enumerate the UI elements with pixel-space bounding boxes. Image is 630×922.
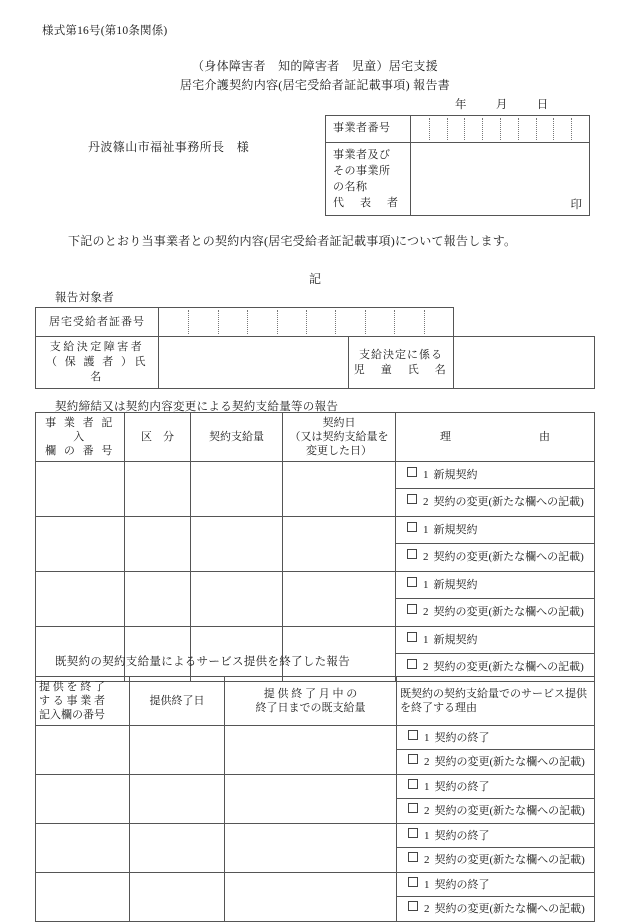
- checkbox-icon[interactable]: [407, 494, 417, 504]
- contract-cell-col3[interactable]: [191, 572, 283, 627]
- business-info-table: [325, 115, 590, 216]
- reason-option-number: 2: [423, 661, 429, 673]
- checkbox-icon[interactable]: [407, 632, 417, 642]
- checkbox-icon[interactable]: [408, 779, 418, 789]
- termination-cell-col1[interactable]: [36, 824, 130, 873]
- reason-option-number: 2: [424, 854, 430, 866]
- reason-option[interactable]: [396, 627, 594, 654]
- contract-body: [36, 462, 595, 682]
- reason-option-label: 契約の終了: [434, 732, 490, 744]
- cell-divider: [394, 310, 395, 334]
- checkbox-icon[interactable]: [408, 803, 418, 813]
- reason-option-label: 契約の変更(新たな欄への記載): [434, 805, 585, 817]
- business-name-label-line3: の名称: [333, 181, 368, 193]
- intro-sentence: 下記のとおり当事業者との契約内容(居宅受給者証記載事項)について報告します。: [68, 234, 517, 248]
- cell-divider: [365, 310, 366, 334]
- termination-cell-col1[interactable]: [36, 873, 130, 922]
- cell-divider: [424, 310, 425, 334]
- termination-body: [36, 726, 595, 922]
- termination-cell-col1[interactable]: [36, 775, 130, 824]
- names-row: [36, 337, 595, 389]
- termination-cell-col3[interactable]: [225, 726, 397, 775]
- termination-header-col2: 提供終了日: [130, 677, 225, 726]
- reason-option-label: 契約の変更(新たな欄への記載): [433, 661, 584, 673]
- contract-cell-col2[interactable]: [125, 517, 191, 572]
- checkbox-icon[interactable]: [408, 754, 418, 764]
- termination-header-col1-line1: 提 供 を 終 了: [39, 681, 105, 693]
- contract-cell-col3[interactable]: [191, 462, 283, 517]
- termination-header-col4: [397, 677, 595, 726]
- reason-option-label: 契約の終了: [434, 830, 490, 842]
- contract-reason-cell: [396, 462, 595, 517]
- contract-cell-col4[interactable]: [283, 572, 396, 627]
- spacer-cell: [454, 308, 595, 337]
- reason-option[interactable]: [397, 775, 594, 799]
- table-row: [36, 775, 595, 824]
- reason-option-label: 新規契約: [433, 469, 478, 481]
- cell-divider: [188, 310, 189, 334]
- date-month-label: 月: [495, 99, 508, 111]
- reason-option-number: 1: [423, 469, 429, 481]
- checkbox-icon[interactable]: [407, 522, 417, 532]
- cell-divider: [500, 118, 501, 140]
- child-name-label-line1: 支給決定に係る: [359, 348, 443, 361]
- reason-option-label: 契約の変更(新たな欄への記載): [433, 496, 584, 508]
- reason-option-number: 1: [423, 634, 429, 646]
- table-row: [36, 572, 595, 627]
- contract-cell-col3[interactable]: [191, 517, 283, 572]
- business-name-label: [326, 143, 411, 216]
- table-row: [36, 873, 595, 922]
- reason-option[interactable]: [397, 824, 594, 848]
- termination-cell-col2[interactable]: [130, 775, 225, 824]
- reason-option-number: 2: [424, 805, 430, 817]
- business-name-label-line2: その事業所: [333, 165, 391, 177]
- contract-header-col4-line1: 契約日: [322, 417, 356, 429]
- certificate-label: 居宅受給者証番号: [36, 308, 159, 337]
- termination-header-col1: [36, 677, 130, 726]
- reason-option-label: 契約の終了: [434, 879, 490, 891]
- cell-divider: [553, 118, 554, 140]
- table-row: [36, 517, 595, 572]
- contract-header-col2: 区 分: [125, 413, 191, 462]
- termination-header-col4-line2: を終了する理由: [400, 702, 477, 714]
- contract-cell-col1[interactable]: [36, 517, 125, 572]
- termination-cell-col2[interactable]: [130, 873, 225, 922]
- termination-table: [35, 676, 595, 922]
- cell-divider: [464, 118, 465, 140]
- business-number-label: 事業者番号: [326, 116, 411, 143]
- beneficiary-name-field[interactable]: [159, 337, 349, 389]
- cell-divider: [518, 118, 519, 140]
- termination-reason-cell: [397, 726, 595, 775]
- business-number-row: [326, 116, 590, 143]
- date-line: [455, 96, 548, 112]
- reason-option-number: 1: [424, 781, 430, 793]
- contract-section-label: 契約締結又は契約内容変更による契約支給量等の報告: [55, 401, 339, 413]
- termination-header-col3-line2: 終了日までの既支給量: [255, 702, 366, 714]
- child-name-label: [349, 337, 454, 389]
- cell-divider: [536, 118, 537, 140]
- checkbox-icon[interactable]: [407, 577, 417, 587]
- reason-option-label: 新規契約: [433, 634, 478, 646]
- business-name-field[interactable]: [411, 143, 590, 216]
- termination-header-col1-line3: 記入欄の番号: [39, 709, 105, 721]
- reason-option[interactable]: [397, 848, 594, 872]
- contract-header-col4-line3: 変更した日）: [306, 445, 372, 457]
- checkbox-icon[interactable]: [408, 877, 418, 887]
- contract-header-col1-line2: 欄 の 番 号: [45, 445, 115, 457]
- termination-reason-cell: [397, 824, 595, 873]
- reason-option[interactable]: [396, 489, 594, 516]
- beneficiary-name-label-line1: 支給決定障害者: [49, 341, 145, 353]
- date-day-label: 日: [536, 99, 549, 111]
- reason-option-number: 1: [424, 879, 430, 891]
- contract-header-col1-line1: 事 業 者 記 入: [45, 417, 115, 443]
- seal-mark: 印: [570, 199, 582, 211]
- reason-option-number: 2: [424, 903, 430, 915]
- contract-cell-col4[interactable]: [283, 517, 396, 572]
- business-number-cells[interactable]: [411, 116, 589, 142]
- cell-divider: [218, 310, 219, 334]
- termination-cell-col3[interactable]: [225, 775, 397, 824]
- reason-option-label: 契約の変更(新たな欄への記載): [433, 606, 584, 618]
- reason-option-label: 契約の変更(新たな欄への記載): [434, 756, 585, 768]
- reason-option-number: 2: [424, 756, 430, 768]
- termination-cell-col2[interactable]: [130, 824, 225, 873]
- contract-cell-col1[interactable]: [36, 572, 125, 627]
- cell-divider: [482, 118, 483, 140]
- contract-cell-col1[interactable]: [36, 462, 125, 517]
- termination-cell-col3[interactable]: [225, 824, 397, 873]
- checkbox-icon[interactable]: [408, 828, 418, 838]
- termination-header-col3-line1: 提 供 終 了 月 中 の: [263, 688, 358, 700]
- termination-cell-col1[interactable]: [36, 726, 130, 775]
- contract-header-col1: [36, 413, 125, 462]
- reason-option-label: 新規契約: [433, 579, 478, 591]
- report-target-label: 報告対象者: [55, 292, 114, 304]
- beneficiary-name-label-line2: （ 保 護 者 ）氏 名: [46, 356, 148, 383]
- form-number: 様式第16号(第10条関係): [42, 25, 168, 37]
- contract-header-row: [36, 413, 595, 462]
- reason-option[interactable]: [397, 873, 594, 897]
- contract-cell-col2[interactable]: [125, 462, 191, 517]
- reason-option-label: 契約の変更(新たな欄への記載): [433, 551, 584, 563]
- checkbox-icon[interactable]: [408, 730, 418, 740]
- table-row: [36, 824, 595, 873]
- reason-option[interactable]: [397, 799, 594, 823]
- reason-option-number: 1: [424, 732, 430, 744]
- reason-option-label: 契約の変更(新たな欄への記載): [434, 854, 585, 866]
- reason-option-label: 新規契約: [433, 524, 478, 536]
- reason-option[interactable]: [396, 517, 594, 544]
- termination-header-col3: [225, 677, 397, 726]
- cell-divider: [247, 310, 248, 334]
- termination-reason-cell: [397, 873, 595, 922]
- representative-label: 代 表 者: [333, 197, 401, 209]
- table-row: [36, 462, 595, 517]
- business-name-label-line1: 事業者及び: [333, 149, 391, 161]
- dot-grid: [411, 116, 589, 142]
- contract-table: [35, 412, 595, 682]
- reason-option-number: 2: [423, 496, 429, 508]
- reason-option[interactable]: [396, 599, 594, 626]
- reason-option-number: 2: [423, 606, 429, 618]
- checkbox-icon[interactable]: [407, 549, 417, 559]
- cell-divider: [335, 310, 336, 334]
- dot-grid: [159, 308, 453, 336]
- contract-reason-cell: [396, 572, 595, 627]
- checkbox-icon[interactable]: [408, 901, 418, 911]
- cell-divider: [571, 118, 572, 140]
- contract-header-col4-line2: （又は契約支給量を: [289, 431, 389, 443]
- termination-header-col4-line1: 既契約の契約支給量でのサービス提供: [400, 688, 587, 700]
- table-row: [36, 726, 595, 775]
- document-title-line1: （身体障害者 知的障害者 児童）居宅支援: [191, 59, 438, 73]
- termination-cell-col3[interactable]: [225, 873, 397, 922]
- certificate-row: [36, 308, 595, 337]
- reason-option[interactable]: [396, 572, 594, 599]
- cell-divider: [306, 310, 307, 334]
- reason-option-number: 1: [424, 830, 430, 842]
- reason-option[interactable]: [396, 462, 594, 489]
- report-target-table: [35, 307, 595, 389]
- child-name-label-line2: 児 童 氏 名: [353, 363, 449, 376]
- business-number-field[interactable]: [411, 116, 590, 143]
- contract-cell-col2[interactable]: [125, 572, 191, 627]
- contract-cell-col4[interactable]: [283, 462, 396, 517]
- contract-header-col5: 理 由: [396, 413, 595, 462]
- cell-divider: [447, 118, 448, 140]
- reason-option[interactable]: [396, 544, 594, 571]
- termination-header-col1-line2: す る 事 業 者: [39, 695, 105, 707]
- child-name-field[interactable]: [454, 337, 595, 389]
- business-name-row: [326, 143, 590, 216]
- reason-option-label: 契約の終了: [434, 781, 490, 793]
- reason-option-number: 1: [423, 524, 429, 536]
- checkbox-icon[interactable]: [407, 467, 417, 477]
- contract-reason-cell: [396, 627, 595, 682]
- checkbox-icon[interactable]: [408, 852, 418, 862]
- cell-divider: [429, 118, 430, 140]
- contract-reason-cell: [396, 517, 595, 572]
- date-year-label: 年: [455, 99, 467, 111]
- checkbox-icon[interactable]: [407, 604, 417, 614]
- termination-reason-cell: [397, 775, 595, 824]
- reason-option-label: 契約の変更(新たな欄への記載): [434, 903, 585, 915]
- contract-header-col4: [283, 413, 396, 462]
- beneficiary-name-label: [36, 337, 159, 389]
- reason-option[interactable]: [397, 750, 594, 774]
- cell-divider: [277, 310, 278, 334]
- document-title-line2: 居宅介護契約内容(居宅受給者証記載事項) 報告書: [179, 78, 451, 92]
- checkbox-icon[interactable]: [407, 659, 417, 669]
- termination-header-row: [36, 677, 595, 726]
- reason-option[interactable]: [397, 897, 594, 921]
- termination-cell-col2[interactable]: [130, 726, 225, 775]
- ki-marker: 記: [308, 272, 321, 286]
- addressee: 丹波篠山市福祉事務所長 様: [88, 140, 250, 154]
- contract-header-col3: 契約支給量: [191, 413, 283, 462]
- reason-option-number: 1: [423, 579, 429, 591]
- certificate-number-field[interactable]: [159, 308, 454, 337]
- reason-option[interactable]: [397, 726, 594, 750]
- reason-option-number: 2: [423, 551, 429, 563]
- termination-section-label: 既契約の契約支給量によるサービス提供を終了した報告: [55, 656, 350, 668]
